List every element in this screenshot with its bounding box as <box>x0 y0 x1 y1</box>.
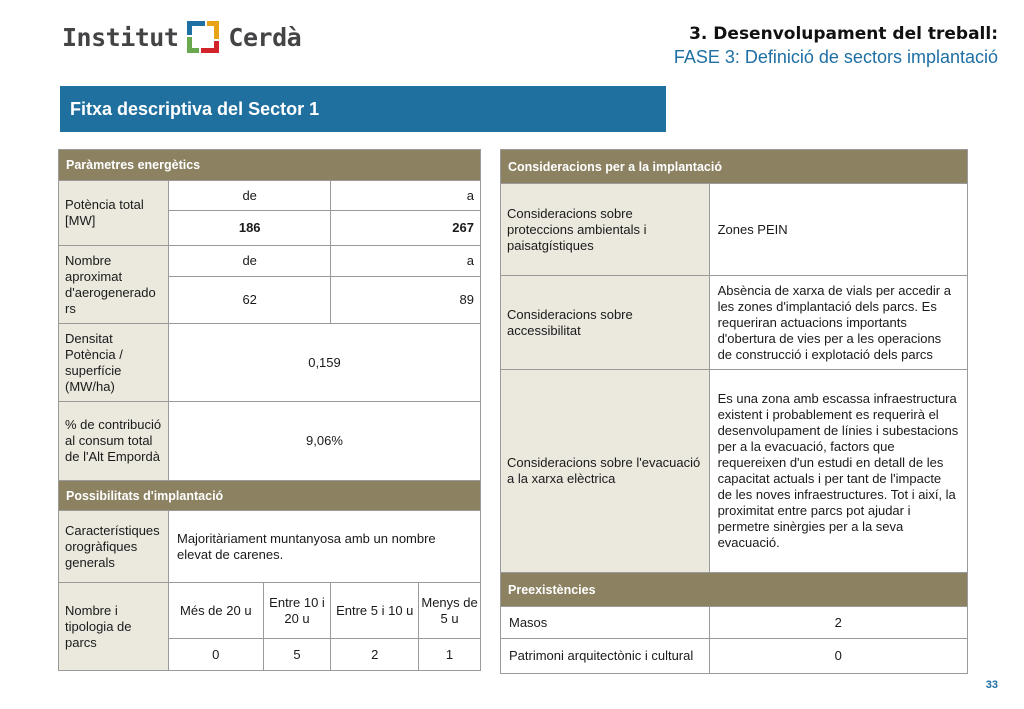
orography-label: Característiques orogràfiques generals <box>59 511 169 583</box>
parks-value: 5 <box>263 639 331 671</box>
density-label: Densitat Potència / superfície (MW/ha) <box>59 324 169 402</box>
sector-title-banner: Fitxa descriptiva del Sector 1 <box>60 86 666 132</box>
turbines-to-label: a <box>331 246 481 277</box>
logo-mark-icon <box>185 19 221 55</box>
parks-header: Menys de 5 u <box>419 583 481 639</box>
consideration-value: Zones PEIN <box>709 184 967 276</box>
contribution-value: 9,06% <box>168 402 480 481</box>
parks-value: 2 <box>331 639 419 671</box>
considerations-table <box>500 149 968 674</box>
turbines-label: Nombre aproximat d'aerogenerado rs <box>59 246 169 324</box>
preexisting-section-title: Preexistències <box>501 573 968 607</box>
consideration-value: Es una zona amb escassa infraestructura existent i probablement es requerirà el desenvolupament de línies i subestacions per a la evacuació, factors que requereixen d'un estudi en detall de les capacitat actuals i per tant de l'impacte de les noves infraestructures. Tot i així, la proximitat entre parcs pot ajudar i permetre sinèrgies per a la seva evacuació. <box>709 370 967 573</box>
energy-section-title: Paràmetres energètics <box>59 150 481 181</box>
power-to-value: 267 <box>331 211 481 246</box>
consideration-label: Consideracions sobre l'evacuació a la xarxa elèctrica <box>501 370 710 573</box>
power-label: Potència total [MW] <box>59 181 169 246</box>
page-number: 33 <box>985 679 998 691</box>
logo-right-word: Cerdà <box>228 22 302 52</box>
consideration-value: Absència de xarxa de vials per accedir a les zones d'implantació dels parcs. Es requeriran actuacions importants d'obertura de vies per a les operacions de construcció i explotació dels parcs <box>709 276 967 370</box>
consideration-label: Consideracions sobre accessibilitat <box>501 276 710 370</box>
possibilities-section-title: Possibilitats d'implantació <box>59 481 481 511</box>
parks-header: Més de 20 u <box>168 583 263 639</box>
contribution-label: % de contribució al consum total de l'Alt Empordà <box>59 402 169 481</box>
preexisting-value: 0 <box>709 639 967 674</box>
turbines-from-value: 62 <box>168 277 330 324</box>
density-value: 0,159 <box>168 324 480 402</box>
power-to-label: a <box>331 181 481 211</box>
page-title: 3. Desenvolupament del treball: <box>689 24 998 44</box>
phase-text: Definició de sectors implantació <box>744 47 998 67</box>
page-subtitle <box>674 47 998 68</box>
institut-cerda-logo <box>62 16 301 58</box>
parks-value: 1 <box>419 639 481 671</box>
energy-parameters-table <box>58 149 481 671</box>
parks-value: 0 <box>168 639 263 671</box>
parks-header: Entre 10 i 20 u <box>263 583 331 639</box>
parks-label: Nombre i tipologia de parcs <box>59 583 169 671</box>
consideration-label: Consideracions sobre proteccions ambientals i paisatgístiques <box>501 184 710 276</box>
logo-left-word: Institut <box>62 22 179 52</box>
power-from-label: de <box>168 181 330 211</box>
turbines-from-label: de <box>168 246 330 277</box>
phase-label: FASE 3: <box>673 47 740 67</box>
preexisting-value: 2 <box>709 607 967 639</box>
parks-header: Entre 5 i 10 u <box>331 583 419 639</box>
page-header <box>674 24 998 68</box>
considerations-section-title: Consideracions per a la implantació <box>501 150 968 184</box>
orography-value: Majoritàriament muntanyosa amb un nombre elevat de carenes. <box>168 511 480 583</box>
power-from-value: 186 <box>168 211 330 246</box>
preexisting-label: Patrimoni arquitectònic i cultural <box>501 639 710 674</box>
turbines-to-value: 89 <box>331 277 481 324</box>
preexisting-label: Masos <box>501 607 710 639</box>
